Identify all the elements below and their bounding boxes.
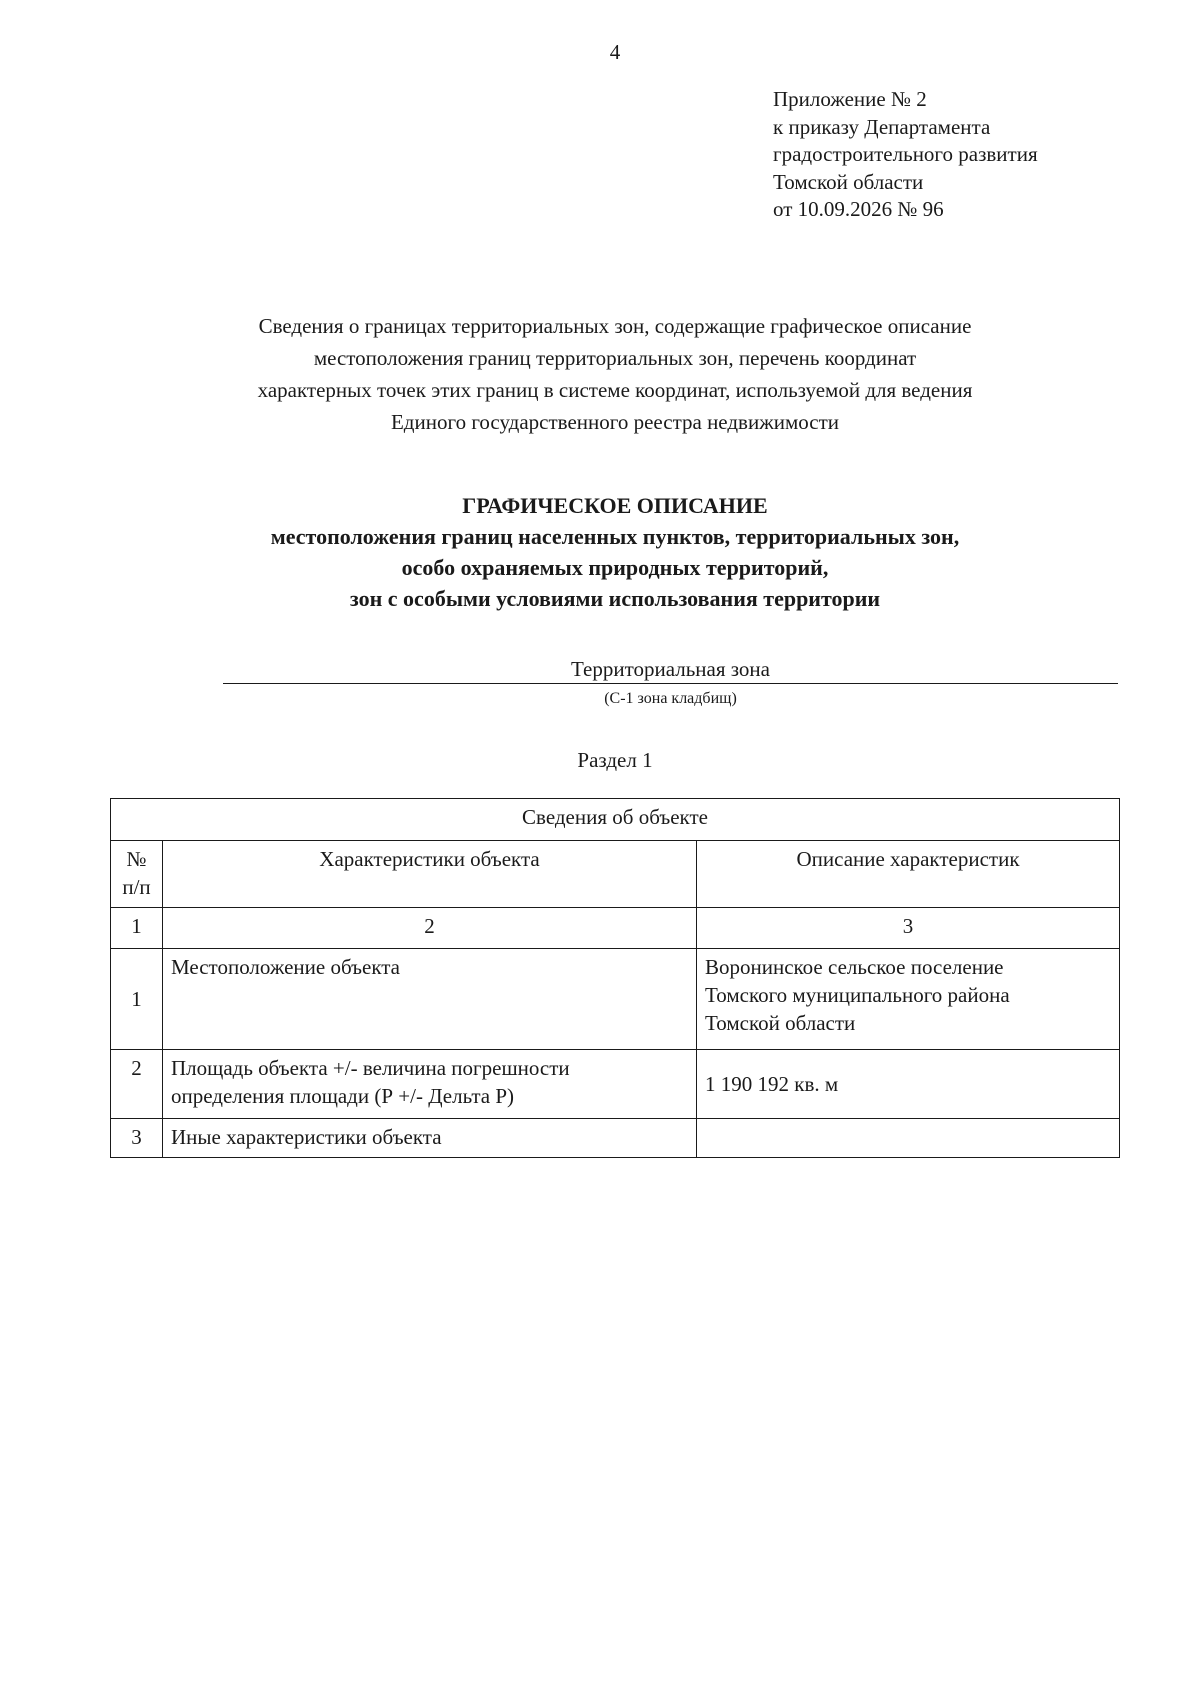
graphic-description-title — [110, 490, 1120, 614]
header-num: № п/п — [111, 841, 163, 908]
characteristic-line: определения площади (Р +/- Дельта Р) — [171, 1084, 515, 1108]
table-header-row — [111, 841, 1120, 908]
title-line: особо охраняемых природных территорий, — [401, 555, 829, 580]
intro-paragraph — [110, 310, 1120, 438]
table-caption-row — [111, 799, 1120, 841]
header-characteristic: Характеристики объекта — [163, 841, 697, 908]
row-num: 1 — [111, 949, 163, 1050]
row-num: 2 — [111, 1050, 163, 1119]
appendix-header — [773, 86, 1038, 224]
row-characteristic — [163, 1050, 697, 1119]
appendix-line: градостроительного развития — [773, 142, 1038, 166]
row-description — [697, 949, 1120, 1050]
title-line: ГРАФИЧЕСКОЕ ОПИСАНИЕ — [462, 493, 768, 518]
table-index-row — [111, 908, 1120, 949]
description-line: Воронинское сельское поселение — [705, 955, 1004, 979]
characteristic-line: Площадь объекта +/- величина погрешности — [171, 1056, 570, 1080]
index-cell: 3 — [697, 908, 1120, 949]
appendix-line: от 10.09.2026 № 96 — [773, 197, 944, 221]
intro-line: местоположения границ территориальных зон, перечень координат — [313, 346, 917, 370]
object-info-table — [110, 798, 1120, 1158]
row-characteristic: Иные характеристики объекта — [163, 1119, 697, 1158]
index-cell: 2 — [163, 908, 697, 949]
zone-block — [223, 656, 1118, 710]
table-caption: Сведения об объекте — [111, 799, 1120, 841]
intro-line: Сведения о границах территориальных зон, содержащие графическое описание — [258, 314, 972, 338]
intro-line: характерных точек этих границ в системе координат, используемой для ведения — [257, 378, 973, 402]
table-row — [111, 1050, 1120, 1119]
title-line: зон с особыми условиями использования территории — [349, 586, 881, 611]
description-line: Томского муниципального района — [705, 983, 1010, 1007]
intro-line: Единого государственного реестра недвижимости — [390, 410, 839, 434]
index-cell: 1 — [111, 908, 163, 949]
row-characteristic: Местоположение объекта — [163, 949, 697, 1050]
page-number: 4 — [609, 40, 621, 64]
appendix-line: Приложение № 2 — [773, 87, 927, 111]
appendix-line: Томской области — [773, 169, 924, 194]
header-description: Описание характеристик — [697, 841, 1120, 908]
row-description — [697, 1119, 1120, 1158]
table-row — [111, 949, 1120, 1050]
row-num: 3 — [111, 1119, 163, 1158]
title-line: местоположения границ населенных пунктов, территориальных зон, — [270, 524, 960, 549]
table-row — [111, 1119, 1120, 1158]
appendix-line: к приказу Департамента — [773, 114, 991, 139]
zone-code: (С-1 зона кладбищ) — [604, 690, 737, 707]
description-line: Томской области — [705, 1011, 856, 1035]
section-label: Раздел 1 — [577, 748, 653, 772]
row-description: 1 190 192 кв. м — [697, 1050, 1120, 1119]
zone-name: Территориальная зона — [223, 656, 1118, 684]
